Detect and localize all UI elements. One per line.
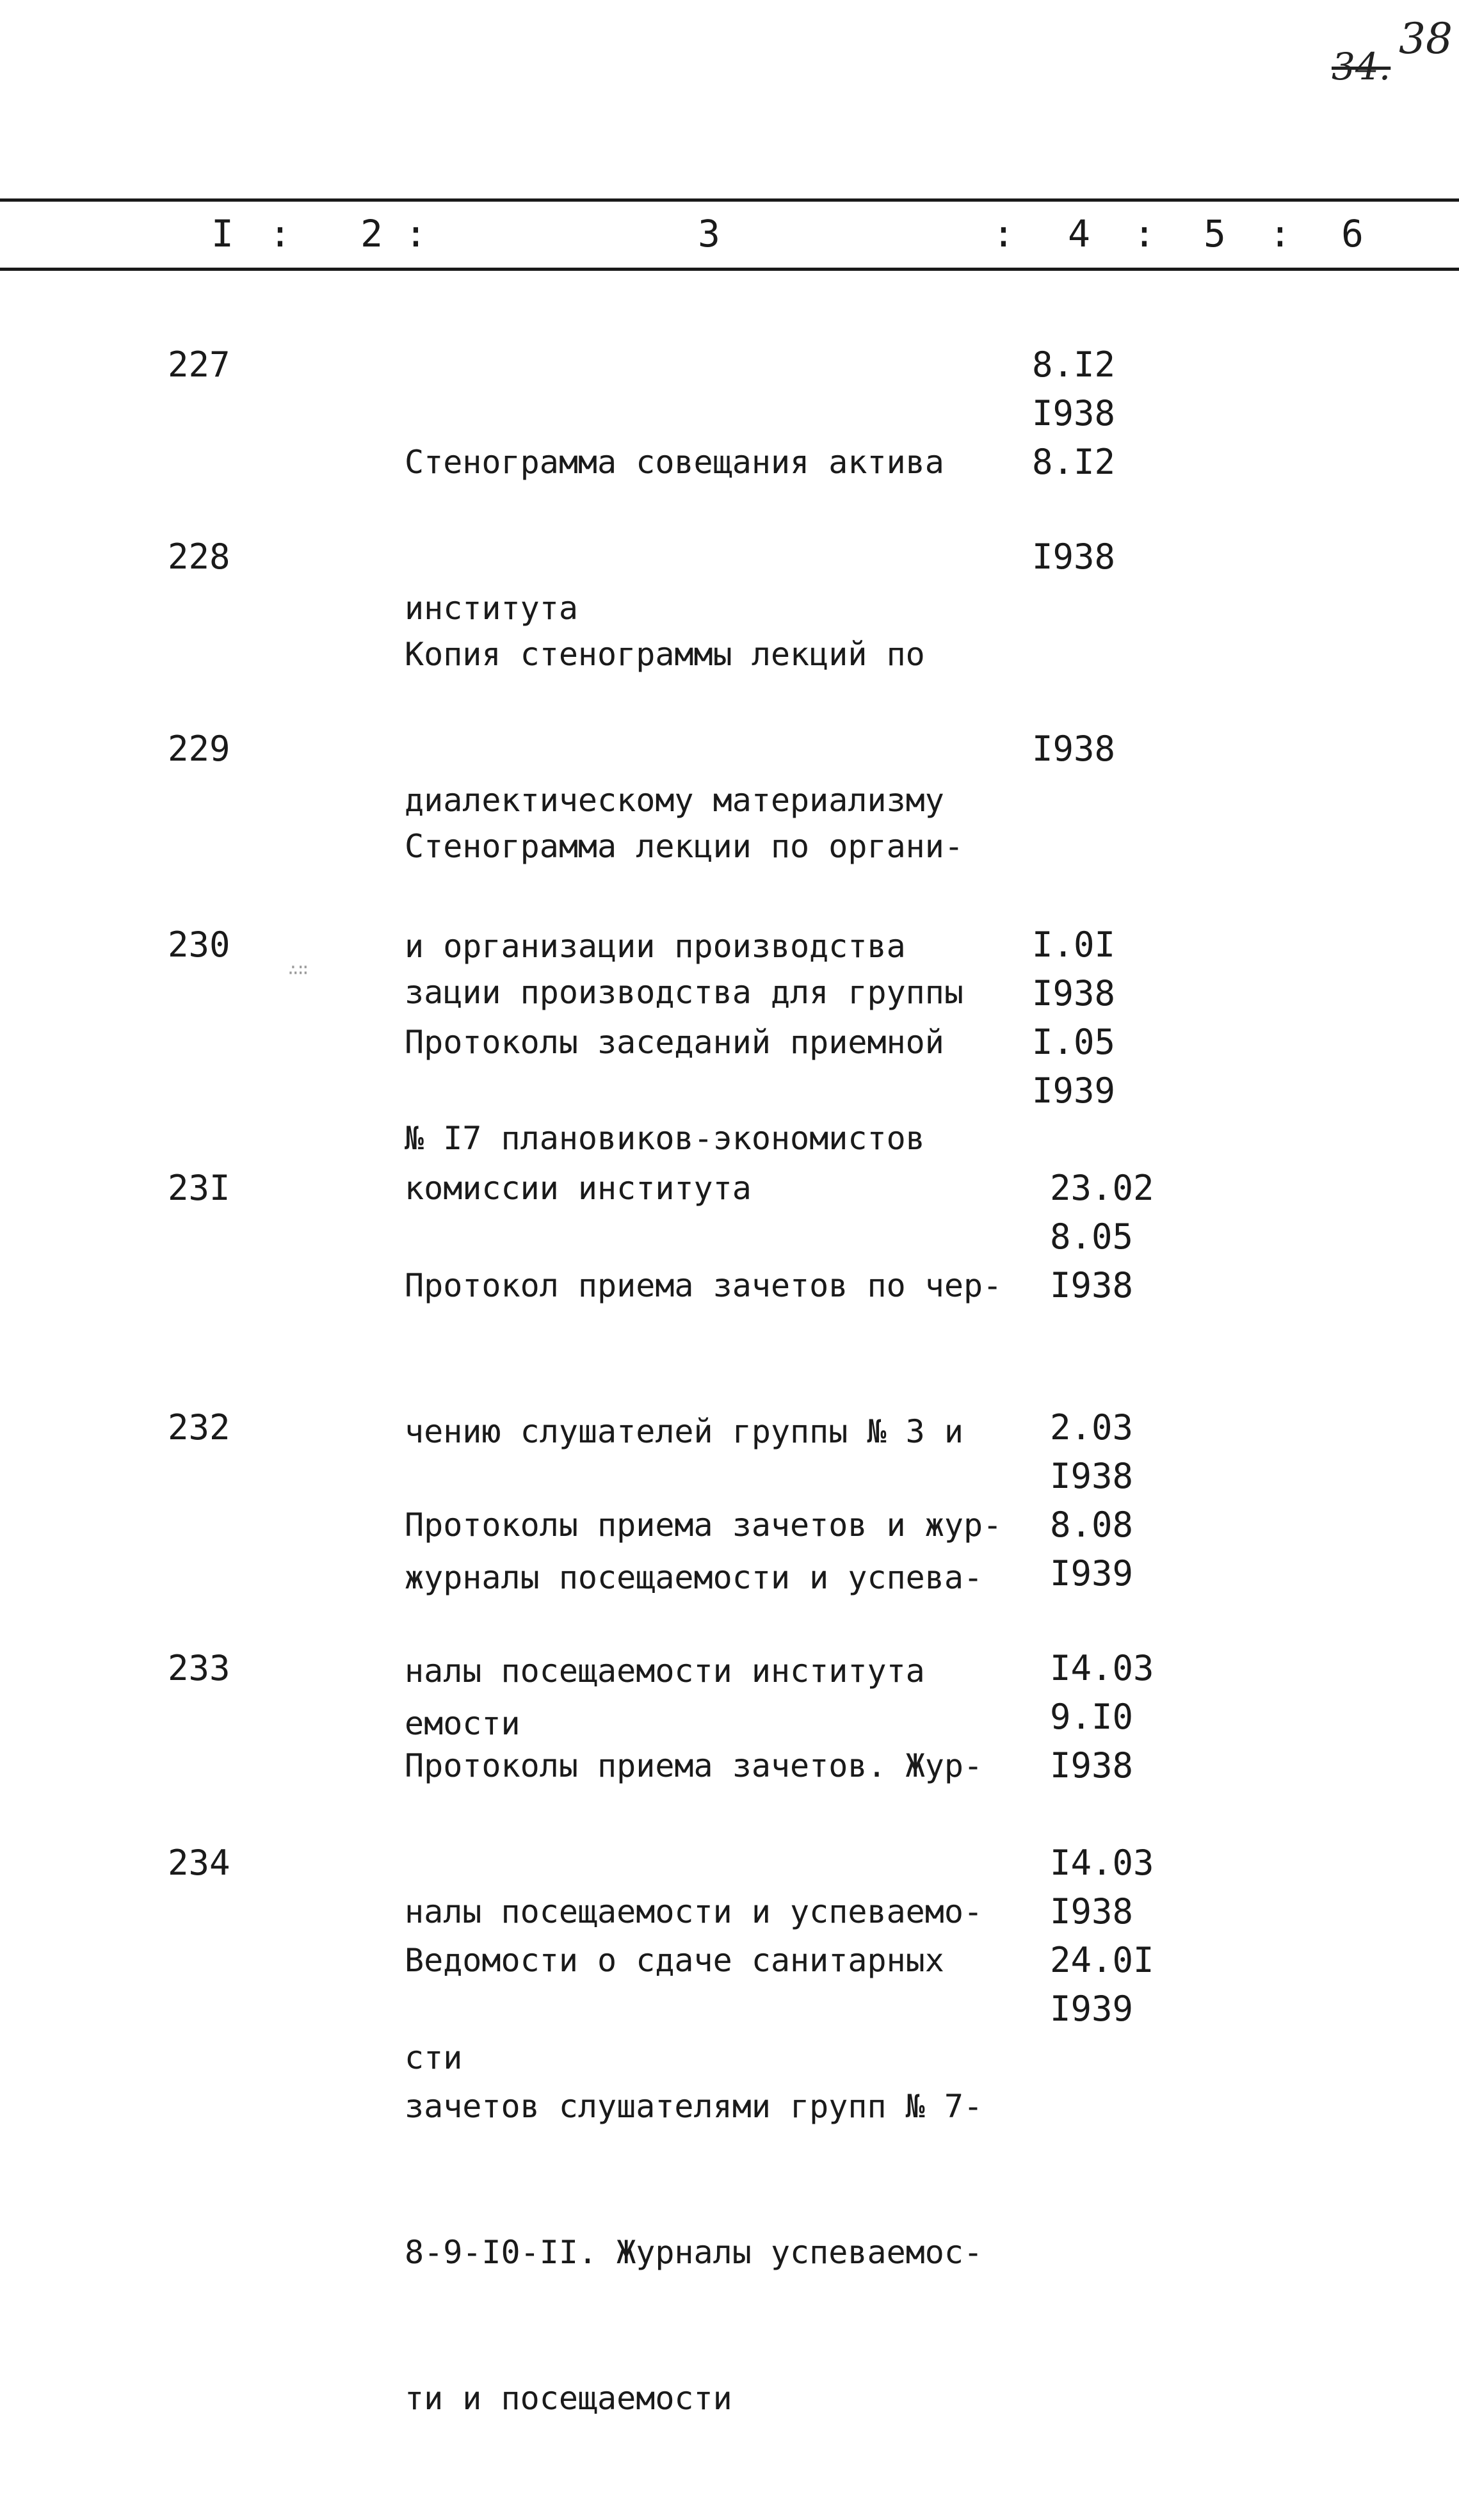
column-header-sep: : [1133, 212, 1156, 255]
entry-dates: I938 [1032, 537, 1116, 577]
entry-number: 234 [168, 1843, 230, 1883]
column-header-5: 5 [1204, 212, 1226, 255]
entry-number: 230 [168, 925, 230, 965]
column-header-1: I [211, 212, 234, 255]
column-header-sep: : [1269, 212, 1291, 255]
column-header-6: 6 [1341, 212, 1364, 255]
column-header-2: 2 [360, 212, 383, 255]
column-header-sep: : [992, 212, 1015, 255]
entry-dates: 8.I2 I938 8.I2 [1032, 344, 1116, 482]
entry-title: Стенограмма совещания актива института [405, 444, 944, 627]
entry-title: Протоколы заседаний приемной комиссии института [405, 1024, 944, 1207]
entry-title: Копия стенограммы лекций по диалектическому материализму и организации производства [405, 636, 944, 965]
entry-dates: I4.03 I938 24.0I I939 [1050, 1843, 1154, 2029]
entry-dates: I.0I I938 I.05 I939 [1032, 925, 1116, 1111]
entry-number: 229 [168, 729, 230, 769]
entry-number: 232 [168, 1407, 230, 1448]
header-rule-top [0, 198, 1459, 202]
page-number: 38 [1399, 14, 1453, 63]
column-header-3: 3 [698, 212, 720, 255]
entry-dates: 2.03 I938 8.08 I939 [1050, 1407, 1134, 1594]
entry-title: Ведомости о сдаче санитарных зачетов слушателями групп № 7- 8-9-I0-II. Журналы успеваемос- ти и посещаемости [405, 1942, 983, 2417]
header-rule-bottom [0, 268, 1459, 271]
entry-dates: 23.02 8.05 I938 [1050, 1168, 1154, 1305]
entry-title: Стенограмма лекции по органи- зации производства для группы № I7 плановиков-экономистов [405, 828, 963, 1157]
entry-number: 23I [168, 1168, 230, 1208]
ink-smudge: ∴∷ [288, 960, 309, 980]
entry-dates: I4.03 9.I0 I938 [1050, 1648, 1154, 1786]
column-header-sep: : [405, 212, 427, 255]
entry-number: 233 [168, 1648, 230, 1688]
column-header-sep: : [269, 212, 291, 255]
entry-title: Протокол приема зачетов по чер- чению слушателей группы № 3 и журналы посещаемости и успева- емости [405, 1267, 1003, 1742]
entry-title: Протоколы приема зачетов. Жур- налы посещаемости и успеваемо- сти [405, 1747, 983, 2076]
entry-number: 228 [168, 537, 230, 577]
entry-number: 227 [168, 344, 230, 385]
entry-title: Протоколы приема зачетов и жур- налы посещаемости института [405, 1506, 1003, 1690]
old-page-number: 34. [1332, 45, 1391, 88]
entry-dates: I938 [1032, 729, 1116, 769]
column-header-4: 4 [1068, 212, 1090, 255]
